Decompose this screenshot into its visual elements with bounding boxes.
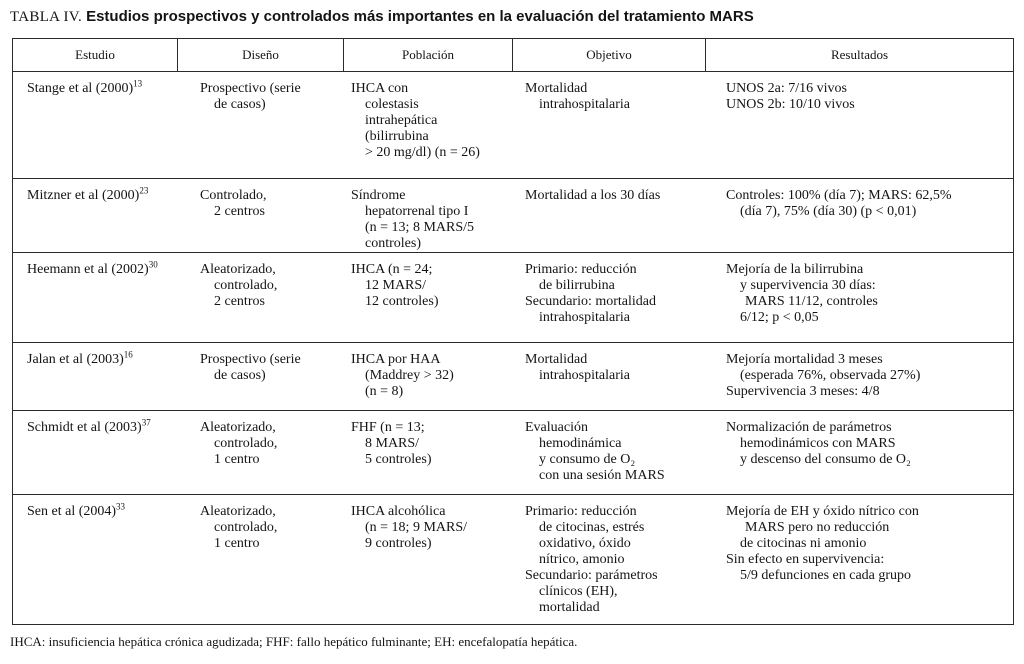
- cell-line: Mitzner et al $(2000)^{23}$: [27, 185, 149, 203]
- cell-line: Síndrome: [351, 188, 406, 203]
- cell-line: hemodinámica: [539, 436, 622, 451]
- cell-line: intrahospitalaria: [539, 97, 630, 112]
- cell-line: controlado,: [214, 436, 278, 451]
- cell-line: IHCA (n = 24;: [351, 262, 433, 277]
- cell-objetivo: [513, 72, 706, 178]
- cell-line: Schmidt et al $(2003)^{37}$: [27, 417, 151, 435]
- cell-objetivo: [513, 179, 706, 252]
- cell-line: 1 centro: [214, 452, 260, 467]
- cell-line: 6/12; p < 0,05: [740, 310, 819, 325]
- reference-superscript: 30: [148, 259, 158, 270]
- cell-line: Primario: reducción: [525, 262, 637, 277]
- cell-line: UNOS 2a: 7/16 vivos: [726, 81, 847, 96]
- cell-diseno: [178, 253, 344, 342]
- cell-poblacion: [344, 179, 513, 252]
- table-row: [13, 253, 1013, 343]
- cell-line: (n = 18; 9 MARS/: [365, 520, 468, 535]
- cell-line: con una sesión MARS: [539, 468, 665, 483]
- column-header-estudio: Estudio: [13, 39, 178, 71]
- cell-poblacion: [344, 253, 513, 342]
- cell-line: (bilirrubina: [365, 129, 429, 144]
- table-row: [13, 343, 1013, 411]
- cell-diseno: [178, 495, 344, 624]
- cell-line: Mejoría de EH y óxido nítrico con: [726, 504, 919, 519]
- table-row: [13, 411, 1013, 495]
- cell-line: Mortalidad: [525, 81, 588, 96]
- cell-line: (n = 13; 8 MARS/5: [365, 220, 475, 235]
- cell-line: intrahepática: [365, 113, 438, 128]
- table-footnote: IHCA: insuficiencia hepática crónica agudizada; FHF: fallo hepático fulminante; EH: encefalopatía hepática.: [10, 634, 578, 649]
- cell-resultados: [706, 72, 1013, 178]
- cell-line: Aleatorizado,: [200, 420, 276, 435]
- cell-estudio: [13, 343, 178, 410]
- cell-line: Sen et al $(2004)^{33}$: [27, 501, 126, 519]
- cell-line: (esperada 76%, observada 27%): [740, 368, 921, 383]
- cell-line: 2 centros: [214, 294, 265, 309]
- cell-line: 2 centros: [214, 204, 265, 219]
- cell-line: IHCA alcohólica: [351, 504, 446, 519]
- cell-diseno: [178, 411, 344, 494]
- cell-resultados: [706, 495, 1013, 624]
- reference-superscript: 23: [139, 185, 149, 196]
- cell-objetivo: [513, 411, 706, 494]
- cell-line: UNOS 2b: 10/10 vivos: [726, 97, 855, 112]
- cell-line: Aleatorizado,: [200, 504, 276, 519]
- cell-line: MARS pero no reducción: [745, 520, 890, 535]
- cell-line: nítrico, amonio: [539, 552, 625, 567]
- cell-line: Normalización de parámetros: [726, 420, 892, 435]
- cell-line: Mejoría mortalidad 3 meses: [726, 352, 883, 367]
- cell-resultados: [706, 253, 1013, 342]
- table-title: [10, 8, 754, 26]
- cell-line: controles): [365, 236, 421, 251]
- cell-line: 5 controles): [365, 452, 432, 467]
- cell-diseno: [178, 72, 344, 178]
- cell-line: Controlado,: [200, 188, 267, 203]
- cell-line: y descenso del consumo de O₂: [740, 452, 911, 467]
- cell-objetivo: [513, 495, 706, 624]
- cell-line: Secundario: parámetros: [525, 568, 658, 583]
- cell-line: Stange et al $(2000)^{13}$: [27, 78, 143, 96]
- table-body: [13, 72, 1013, 624]
- cell-poblacion: [344, 343, 513, 410]
- cell-line: y consumo de O₂: [539, 452, 636, 467]
- cell-estudio: [13, 253, 178, 342]
- cell-line: Sin efecto en supervivencia:: [726, 552, 885, 567]
- cell-line: Aleatorizado,: [200, 262, 276, 277]
- cell-line: controlado,: [214, 278, 278, 293]
- cell-line: y supervivencia 30 días:: [740, 278, 876, 293]
- cell-line: Prospectivo (serie: [200, 81, 301, 96]
- cell-poblacion: [344, 411, 513, 494]
- cell-line: Prospectivo (serie: [200, 352, 301, 367]
- table-title-label: TABLA IV.: [10, 9, 83, 25]
- cell-line: Mortalidad a los 30 días: [525, 188, 661, 203]
- cell-line: Jalan et al $(2003)^{16}$: [27, 349, 133, 367]
- cell-line: de bilirrubina: [539, 278, 615, 293]
- cell-objetivo: [513, 343, 706, 410]
- column-header-objetivo: Objetivo: [513, 39, 706, 71]
- cell-line: mortalidad: [539, 600, 600, 615]
- cell-line: Primario: reducción: [525, 504, 637, 519]
- cell-line: (Maddrey > 32): [365, 368, 454, 383]
- cell-diseno: [178, 179, 344, 252]
- cell-objetivo: [513, 253, 706, 342]
- reference-superscript: 33: [116, 501, 126, 512]
- cell-line: de citocinas ni amonio: [740, 536, 867, 551]
- cell-resultados: [706, 343, 1013, 410]
- cell-line: intrahospitalaria: [539, 310, 630, 325]
- table-row: [13, 495, 1013, 624]
- cell-line: controlado,: [214, 520, 278, 535]
- cell-line: 12 MARS/: [365, 278, 427, 293]
- cell-line: MARS 11/12, controles: [745, 294, 878, 309]
- cell-poblacion: [344, 495, 513, 624]
- cell-estudio: [13, 495, 178, 624]
- table-row: [13, 179, 1013, 253]
- cell-line: FHF (n = 13;: [351, 420, 425, 435]
- cell-line: 1 centro: [214, 536, 260, 551]
- cell-line: Secundario: mortalidad: [525, 294, 657, 309]
- cell-poblacion: [344, 72, 513, 178]
- cell-resultados: [706, 179, 1013, 252]
- cell-line: 9 controles): [365, 536, 432, 551]
- cell-line: Controles: 100% (día 7); MARS: 62,5%: [726, 188, 952, 203]
- cell-estudio: [13, 411, 178, 494]
- cell-line: (día 7), 75% (día 30) (p < 0,01): [740, 204, 917, 219]
- cell-line: IHCA con: [351, 81, 409, 96]
- cell-line: IHCA por HAA: [351, 352, 441, 367]
- cell-diseno: [178, 343, 344, 410]
- cell-line: hepatorrenal tipo I: [365, 204, 469, 219]
- cell-estudio: [13, 72, 178, 178]
- cell-line: de casos): [214, 97, 266, 112]
- cell-line: 8 MARS/: [365, 436, 420, 451]
- reference-superscript: 16: [123, 349, 133, 360]
- cell-line: de citocinas, estrés: [539, 520, 645, 535]
- cell-line: Mejoría de la bilirrubina: [726, 262, 864, 277]
- cell-line: Supervivencia 3 meses: 4/8: [726, 384, 880, 399]
- cell-line: Mortalidad: [525, 352, 588, 367]
- cell-line: intrahospitalaria: [539, 368, 630, 383]
- cell-line: hemodinámicos con MARS: [740, 436, 896, 451]
- cell-estudio: [13, 179, 178, 252]
- cell-line: > 20 mg/dl) (n = 26): [365, 145, 480, 160]
- table-title-text: Estudios prospectivos y controlados más importantes en la evaluación del tratamiento MARS: [86, 8, 754, 25]
- cell-line: (n = 8): [365, 384, 404, 399]
- column-header-diseno: Diseño: [178, 39, 344, 71]
- cell-line: de casos): [214, 368, 266, 383]
- cell-line: Evaluación: [525, 420, 588, 435]
- cell-line: clínicos (EH),: [539, 584, 618, 599]
- cell-line: Heemann et al $(2002)^{30}$: [27, 259, 158, 277]
- table-row: [13, 72, 1013, 179]
- cell-line: 5/9 defunciones en cada grupo: [740, 568, 912, 583]
- table-header-row: [13, 39, 1013, 72]
- column-header-poblacion: Población: [344, 39, 513, 71]
- reference-superscript: 13: [133, 78, 143, 89]
- studies-table: [12, 38, 1014, 625]
- cell-line: oxidativo, óxido: [539, 536, 631, 551]
- cell-line: 12 controles): [365, 294, 439, 309]
- cell-line: colestasis: [365, 97, 419, 112]
- column-header-resultados: Resultados: [830, 47, 889, 62]
- reference-superscript: 37: [141, 417, 151, 428]
- cell-resultados: [706, 411, 1013, 494]
